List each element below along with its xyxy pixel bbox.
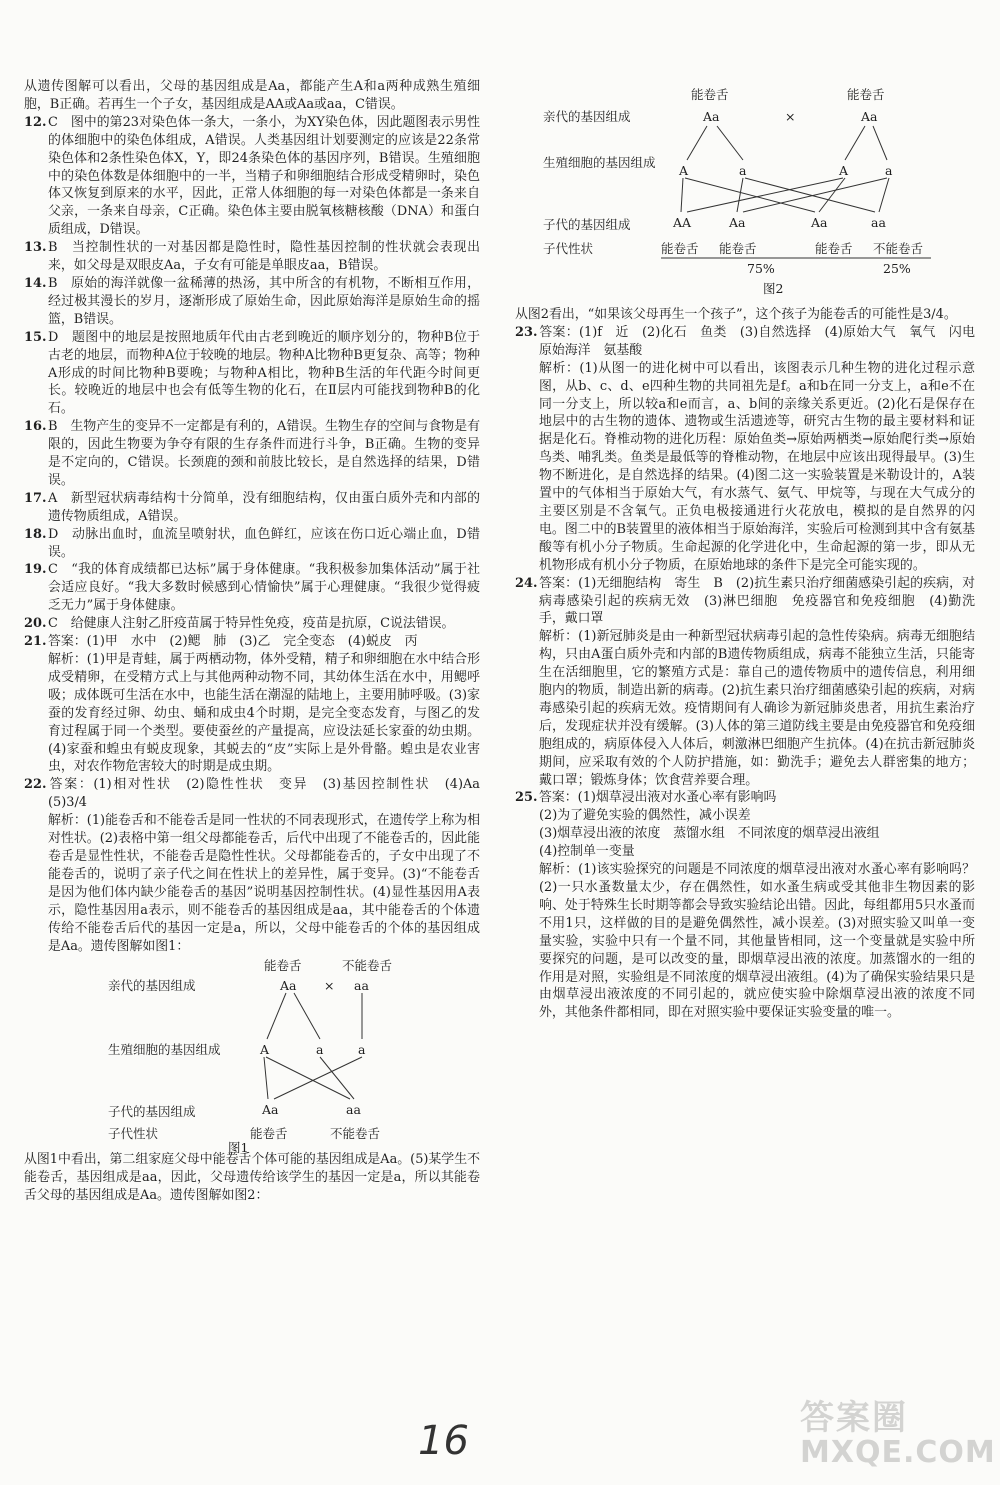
question-number: 25.: [515, 790, 538, 806]
answer-text: B 原始的海洋就像一盆稀薄的热汤，其中所含的有机物，不断相互作用，经过极其漫长的岁月，逐渐形成了原始生命，因此原始海洋是原始生命的摇篮，B错误。: [48, 275, 480, 327]
explanation-21: 解析：(1)甲是青蛙，属于两栖动物，体外受精，精子和卵细胞在水中结合形成受精卵，在受精方式上与其他两种动物不同，其幼体生活在水中，用鳃呼吸；成体既可生活在水中，也能生活在潮湿的陆地上，主要用肺呼吸。(3)家蚕的发育经过卵、幼虫、蛹和成虫4个时期，是完全变态发育，与图乙的发育过程属于同一个类型。要使蚕丝的产量提高，应设法延长家蚕的幼虫期。(4)家蚕和蝗虫有蜕皮现象，其蜕去的“皮”实际上是外骨骼。蝗虫是农业害虫，对农作物危害较大的时期是成虫期。: [48, 652, 480, 775]
fig1-gamete-A: A: [260, 1042, 270, 1058]
fig2-parent-left-trait: 能卷舌: [691, 87, 729, 102]
answer-14: [24, 275, 480, 329]
fig2-percent-1: 75%: [747, 261, 775, 276]
answer-23: [515, 324, 988, 360]
question-number: 12.: [24, 114, 47, 130]
answer-text: B 当控制性状的一对基因都是隐性时，隐性基因控制的性状就会表现出来，如父母是双眼皮Aa，子女有可能是单眼皮aa，B错误。: [48, 240, 480, 274]
fig1-parent-left-genotype: Aa: [280, 978, 297, 994]
answer-25-part-2: (2)为了避免实验的偶然性，减小误差: [539, 808, 751, 824]
fig2-row-trait-label: 子代性状: [543, 241, 594, 256]
fig2-gamete-3: A: [839, 163, 849, 178]
fig1-caption: 图1: [228, 1140, 249, 1156]
answer-22: [24, 776, 493, 812]
question-number: 17.: [24, 490, 47, 506]
answer-text: C “我的体育成绩都已达标”属于身体健康。“我积极参加集体活动”属于社会适应良好。“我大多数时候感到心情愉快”属于心理健康。“我很少觉得疲乏无力”属于身体健康。: [48, 562, 480, 614]
answer-15: [24, 329, 480, 419]
fig1-parent-right-genotype: aa: [354, 978, 369, 994]
fig1-offspring-1: Aa: [262, 1102, 279, 1118]
page-number: 16: [418, 1418, 469, 1464]
answer-21: [24, 633, 480, 651]
question-number: 24.: [515, 575, 538, 591]
left-column: [24, 78, 493, 1205]
fig2-caption: 图2: [763, 281, 784, 296]
answer-16: [24, 418, 480, 490]
answer-19: [24, 561, 480, 615]
question-number: 23.: [515, 324, 538, 340]
watermark-logo: [800, 1390, 996, 1470]
answer-text: C 图中的第23对染色体一条大，一条小，为XY染色体，因此题图表示男性的体细胞中的染色体组成，A错误。人类基因组计划要测定的应该是22条常染色体和2条性染色体X，Y，即24条染色体的基因序列，B错误。生殖细胞中的染色体数是体细胞中的一半，当精子和卵细胞结合形成受精卵时，染色体又恢复到原来的水平，因此，正常人体细胞的每一对染色体都是一条来自父亲，一条来自母亲，C正确。染色体主要由脱氧核糖核酸（DNA）和蛋白质组成，D错误。: [48, 114, 480, 238]
question-number: 19.: [24, 562, 47, 578]
fig2-offspring-3: Aa: [811, 215, 828, 230]
fig2-gamete-4: a: [885, 163, 893, 178]
fig1-row-trait-label: 子代性状: [108, 1126, 159, 1142]
answer-text: D 动脉出血时，血流呈喷射状，血色鲜红，应该在伤口近心端止血，D错误。: [48, 526, 480, 560]
answer-17: [24, 490, 480, 526]
question-number: 13.: [24, 240, 47, 256]
fig1-offspring-2: aa: [346, 1102, 361, 1118]
fig2-trait-3: 能卷舌: [815, 241, 853, 256]
answer-text: D 题图中的地层是按照地质年代由古老到晚近的顺序划分的，物种B位于古老的地层，而物种A位于较晚的地层。物种A比物种B更复杂、高等；物种A形成的时间比物种B要晚；与物种A相比，物种B生活的年代距今时间更长。较晚近的地层中也会有低等生物的化石，在Ⅱ层内可能找到物种B的化石。: [48, 329, 480, 417]
fig2-row-gamete-label: 生殖细胞的基因组成: [543, 155, 656, 170]
answer-text: C 给健康人注射乙肝疫苗属于特异性免疫，疫苗是抗原，C说法错误。: [48, 616, 455, 632]
question-number: 18.: [24, 526, 47, 542]
answer-25-part-4: (4)控制单一变量: [539, 844, 635, 860]
explanation-22: 解析：(1)能卷舌和不能卷舌是同一性状的不同表现形式，在遗传学上称为相对性状。(2)表格中第一组父母都能卷舌，后代中出现了不能卷舌的，因此能卷舌是显性性状，不能卷舌是隐性性状。父母都能卷舌的，子女中出现了不能卷舌的，说明了亲子代之间在性状上的差异性，属于变异。(3)“不能卷舌是因为他们体内缺少能卷舌的基因”说明基因控制性状。(4)显性基因用A表示，隐性基因用a表示，则不能卷舌的基因组成是aa，其中能卷舌的个体遗传给不能卷舌后代的基因一定是a，所以，父母中能卷舌的个体的基因组成是Aa。遗传图解如图1：: [48, 813, 480, 954]
fig1-gamete-a1: a: [316, 1042, 324, 1058]
question-number: 22.: [24, 777, 47, 793]
answer-18: [24, 526, 480, 562]
fig2-gamete-2: a: [739, 163, 747, 178]
explanation-25: 解析：(1)该实验探究的问题是不同浓度的烟草浸出液对水蚤心率有影响吗？(2)一只水蚤数量太少，存在偶然性，如水蚤生病或受其他非生物因素的影响、处于特殊生长时期等都会导致实验结论出错。因此，每组都用5只水蚤而不用1只，这样做的目的是避免偶然性，减小误差。(3)对照实验又叫单一变量实验，实验中只有一个量不同，其他量皆相同，这一个变量就是实验中所要探究的问题，是可以改变的量，即烟草浸出液的浓度。加蒸馏水的一组的作用是对照，实验组是不同浓度的烟草浸出液组。(4)为了确保实验结果只是由烟草浸出液浓度的不同引起的，就应使实验中除烟草浸出液的浓度不同外，其他条件都相同，即在对照实验中要保证实验变量的唯一。: [539, 862, 975, 1021]
explanation-24: 解析：(1)新冠肺炎是由一种新型冠状病毒引起的急性传染病。病毒无细胞结构，只由A蛋白质外壳和内部的B遗传物质组成，病毒不能独立生活，只能寄生在活细胞里，它的繁殖方式是：靠自己的遗传物质中的遗传信息，利用细胞内的物质，制造出新的病毒。(2)抗生素只治疗细菌感染引起的疾病，对病毒感染引起的疾病无效。疫情期间有人确诊为新冠肺炎患者，用抗生素治疗后，发现症状并没有缓解。(3)人体的第三道防线主要是由免疫器官和免疫细胞组成的，病原体侵入人体后，刺激淋巴细胞产生抗体。(4)在抗击新冠肺炎期间，应采取有效的个人防护措施，如：勤洗手；避免去人群密集的地方；戴口罩；锻炼身体；饮食营养要合理。: [539, 629, 975, 788]
paragraph-intro: 从遗传图解可以看出，父母的基因组成是Aa，都能产生A和a两种成熟生殖细胞，B正确。若再生一个子女，基因组成是AA或Aa或aa，C错误。: [24, 79, 480, 112]
fig2-offspring-2: Aa: [729, 215, 746, 230]
right-column: [515, 84, 988, 1022]
answer-text: B 生物产生的变异不一定都是有利的，A错误。生物生存的空间与食物是有限的，因此生物要为争夺有限的生存条件而进行斗争，B正确。生物的变异是不定向的，C错误。长颈鹿的颈和前肢比较长，是自然选择的结果，D错误。: [48, 419, 480, 488]
answer-24: [515, 575, 975, 629]
fig1-trait-1: 能卷舌: [250, 1126, 288, 1142]
fig2-percent-2: 25%: [883, 261, 911, 276]
fig2-row-offspring-label: 子代的基因组成: [543, 217, 631, 232]
explanation-23: 解析：(1)从图一的进化树中可以看出，该图表示几种生物的进化过程示意图，从b、c、d、e四种生物的共同祖先是f。a和b在同一分支上，a和e不在同一分支上，所以较a和e而言，a、b间的亲缘关系更近。(2)化石是保存在地层中的古生物的遗体、遗物或生活遗迹等，研究古生物的最主要材料和证据是化石。脊椎动物的进化历程：原始鱼类→原始两栖类→原始爬行类→原始鸟类、哺乳类。鱼类是最低等的脊椎动物，在地层中应该出现得最早。(3)生物不断进化，是自然选择的结果。(4)图二这一实验装置是米勒设计的，A装置中的气体相当于原始大气，有水蒸气、氨气、甲烷等，与现在大气成分的主要区别是不含氧气。正负电极接通进行火花放电，模拟的是自然界的闪电。图二中的B装置里的液体相当于原始海洋，实验后可检测到其中含有氨基酸等有机小分子物质。生命起源的化学进化中，生命起源的第一步，即从无机物形成有机小分子物质，在原始地球的条件下是完全可能实现的。: [539, 360, 975, 573]
fig1-row-parent-label: 亲代的基因组成: [108, 978, 196, 994]
answer-13: [24, 239, 480, 275]
question-number: 15.: [24, 329, 47, 345]
answer-25: [515, 789, 975, 807]
paragraph-after-fig1: 从图1中看出，第二组家庭父母中能卷舌个体可能的基因组成是Aa。(5)某学生不能卷舌，基因组成是aa，因此，父母遗传给该学生的基因一定是a，所以其能卷舌父母的基因组成是Aa。遗传图解如图2：: [24, 1152, 480, 1204]
paragraph-fig2: 从图2看出，“如果该父母再生一个孩子”，这个孩子为能卷舌的可能性是3/4。: [515, 307, 957, 322]
answer-text: 答案：(1)相对性状 (2)隐性性状 变异 (3)基因控制性状 (4)Aa (5)3/4: [48, 777, 493, 811]
fig2-offspring-1: AA: [673, 215, 692, 230]
fig2-trait-4: 不能卷舌: [873, 241, 924, 256]
fig1-row-gamete-label: 生殖细胞的基因组成: [108, 1042, 221, 1058]
fig2-parent-right-genotype: Aa: [861, 109, 878, 124]
question-number: 14.: [24, 275, 47, 291]
question-number: 16.: [24, 419, 47, 435]
genetic-diagram-fig2: [515, 84, 975, 306]
fig1-cross-symbol: ×: [324, 978, 335, 994]
watermark-line2: MXQE.COM: [800, 1435, 996, 1470]
question-number: 21.: [24, 634, 47, 650]
answer-text: 答案：(1)甲 水中 (2)鳃 肺 (3)乙 完全变态 (4)蜕皮 丙: [48, 634, 418, 650]
answer-text: A 新型冠状病毒结构十分简单，没有细胞结构，仅由蛋白质外壳和内部的遗传物质组成，A错误。: [48, 490, 480, 524]
fig1-row-offspring-label: 子代的基因组成: [108, 1104, 196, 1120]
fig2-trait-1: 能卷舌: [661, 241, 699, 256]
fig2-parent-left-genotype: Aa: [703, 109, 720, 124]
fig1-gamete-a2: a: [358, 1042, 366, 1058]
answer-25-part-3: (3)烟草浸出液的浓度 蒸馏水组 不同浓度的烟草浸出液组: [539, 826, 880, 842]
fig1-parent-right-trait: 不能卷舌: [342, 958, 393, 974]
genetic-diagram-fig1: [24, 955, 480, 1156]
answer-text: 答案：(1)f 近 (2)化石 鱼类 (3)自然选择 (4)原始大气 氧气 闪电 原始海洋 氨基酸: [539, 324, 988, 358]
watermark-line1: 答案圈: [800, 1398, 908, 1438]
fig1-parent-left-trait: 能卷舌: [264, 958, 302, 974]
fig2-offspring-4: aa: [871, 215, 886, 230]
answer-text: 答案：(1)无细胞结构 寄生 B (2)抗生素只治疗细菌感染引起的疾病，对病毒感染引起的疾病无效 (3)淋巴细胞 免疫器官和免疫细胞 (4)勤洗手，戴口罩: [539, 575, 975, 627]
fig1-trait-2: 不能卷舌: [330, 1126, 381, 1142]
fig1-lines: [24, 955, 480, 1151]
answer-20: [24, 615, 480, 633]
question-number: 20.: [24, 616, 47, 632]
answer-12: [24, 114, 480, 239]
fig2-parent-right-trait: 能卷舌: [847, 87, 885, 102]
fig2-cross-symbol: ×: [785, 109, 796, 124]
fig2-row-parent-label: 亲代的基因组成: [543, 109, 631, 124]
fig2-gamete-1: A: [679, 163, 689, 178]
fig2-trait-2: 能卷舌: [719, 241, 757, 256]
answer-text: 答案：(1)烟草浸出液对水蚤心率有影响吗: [539, 790, 777, 806]
